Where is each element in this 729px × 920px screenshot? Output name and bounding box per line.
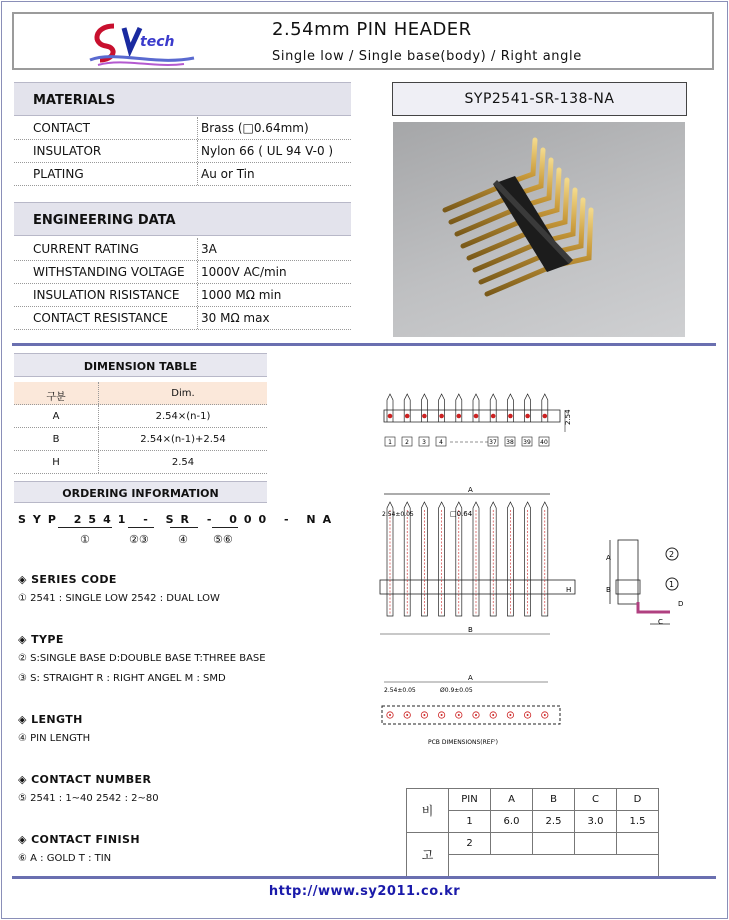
note-col-header: A: [491, 789, 533, 811]
pin-dot: [457, 414, 462, 419]
spec-label: INSULATION RISISTANCE: [33, 288, 180, 302]
spec-value: 30 MΩ max: [197, 307, 351, 329]
spec-value: 3A: [197, 238, 351, 260]
dim-label: A: [606, 554, 611, 562]
spec-row: [14, 261, 351, 284]
dim-name: H: [52, 457, 60, 468]
note-col-header: PIN: [449, 789, 491, 811]
option-line: ③ S: STRAIGHT R : RIGHT ANGEL M : SMD: [18, 673, 226, 684]
code-underline: [170, 527, 198, 528]
dim-label: 2.54±0.05: [382, 511, 414, 518]
dim-value: 2.54×(n-1)+2.54: [98, 428, 267, 450]
note-cell: 1.5: [617, 811, 659, 833]
dim-label: B: [606, 586, 611, 594]
dim-label: A: [468, 486, 473, 494]
option-heading: ◈ CONTACT FINISH: [18, 833, 140, 846]
code-underline: [212, 527, 238, 528]
pin-number: 40: [540, 439, 548, 446]
note-side-label: 비: [407, 789, 449, 833]
spec-row: [14, 284, 351, 307]
note-cell: 2: [449, 833, 491, 855]
option-heading: ◈ SERIES CODE: [18, 573, 117, 586]
pin-dot: [543, 414, 548, 419]
spec-value: 1000V AC/min: [197, 261, 351, 283]
dim-name: B: [52, 434, 60, 445]
spec-row: [14, 163, 351, 186]
dimension-row: [14, 451, 267, 474]
option-line: ⑤ 2541 : 1~40 2542 : 2~80: [18, 793, 159, 804]
spec-value: Nylon 66 ( UL 94 V-0 ): [197, 140, 351, 162]
dim-value: 2.54: [98, 451, 267, 473]
spec-label: WITHSTANDING VOLTAGE: [33, 265, 185, 279]
header: [12, 12, 714, 70]
pin-dot: [422, 414, 427, 419]
dim-label: 2.54±0.05: [384, 687, 416, 694]
pcb-hole-center: [423, 714, 425, 716]
front-view: [380, 494, 575, 594]
option-heading: ◈ LENGTH: [18, 713, 83, 726]
footer-url[interactable]: http://www.sy2011.co.kr: [268, 884, 461, 899]
spec-row: [14, 307, 351, 330]
pcb-holes: [387, 712, 548, 718]
spec-row: [14, 238, 351, 261]
ordering-code: SYP 2541 - SR - 000 - NA: [18, 513, 339, 526]
pin-dot: [508, 414, 513, 419]
dimension-note-table: [406, 788, 659, 877]
note-cell: [449, 855, 659, 877]
pin-number: 37: [489, 439, 497, 446]
code-marker: ②③: [129, 533, 149, 546]
dim-value: 2.54×(n-1): [98, 405, 267, 427]
page-title: 2.54mm PIN HEADER: [272, 19, 472, 40]
pcb-hole-center: [492, 714, 494, 716]
pcb-hole-center: [406, 714, 408, 716]
pcb-hole-center: [441, 714, 443, 716]
pcb-hole-center: [389, 714, 391, 716]
note-side-label: 고: [407, 833, 449, 877]
pin-number: 1: [388, 439, 392, 446]
pin-header-illustration: [393, 122, 685, 337]
code-underline: [58, 527, 112, 528]
note-col-header: D: [617, 789, 659, 811]
spec-label: CURRENT RATING: [33, 242, 139, 256]
dim-name: A: [52, 411, 60, 422]
pcb-caption: PCB DIMENSIONS(REF'): [428, 739, 499, 746]
dim-label: A: [468, 674, 473, 682]
note-cell: [533, 833, 575, 855]
callout-label: 2: [669, 550, 675, 559]
note-cell: 1: [449, 811, 491, 833]
footer-divider: [12, 876, 716, 879]
dim-label: C: [658, 618, 663, 626]
spec-value: Au or Tin: [197, 163, 351, 185]
note-cell: [491, 833, 533, 855]
option-heading: ◈ CONTACT NUMBER: [18, 773, 152, 786]
spec-label: PLATING: [33, 167, 84, 181]
code-marker: ④: [178, 533, 188, 546]
side-view: [610, 540, 670, 624]
spec-label: INSULATOR: [33, 144, 102, 158]
note-col-header: C: [575, 789, 617, 811]
page-subtitle: Single low / Single base(body) / Right angle: [272, 49, 582, 64]
section-divider: [12, 343, 716, 346]
materials-heading: MATERIALS: [14, 82, 351, 116]
dimension-row: [14, 428, 267, 451]
pin-dot: [525, 414, 530, 419]
engineering-heading: ENGINEERING DATA: [14, 202, 351, 236]
spec-label: CONTACT: [33, 121, 90, 135]
note-col-header: B: [533, 789, 575, 811]
dim-label: 2.54: [564, 409, 572, 425]
pin-dot: [474, 414, 479, 419]
code-marker: ①: [80, 533, 90, 546]
code-marker: ⑤⑥: [213, 533, 233, 546]
spec-row: [14, 140, 351, 163]
option-line: ④ PIN LENGTH: [18, 733, 91, 744]
product-photo: [393, 122, 685, 337]
pin-number: 4: [439, 439, 443, 446]
pcb-hole-center: [544, 714, 546, 716]
note-cell: 2.5: [533, 811, 575, 833]
pin-number: 38: [506, 439, 514, 446]
dim-col-header: 구분: [46, 392, 66, 403]
pcb-hole-center: [527, 714, 529, 716]
dim-col-header: Dim.: [98, 382, 267, 404]
note-cell: [617, 833, 659, 855]
pcb-hole-center: [475, 714, 477, 716]
dim-label: □0.64: [450, 510, 473, 518]
note-cell: 6.0: [491, 811, 533, 833]
spec-value: 1000 MΩ min: [197, 284, 351, 306]
pin-number: 3: [422, 439, 426, 446]
dimension-header-row: [14, 382, 267, 405]
dimension-row: [14, 405, 267, 428]
spec-row: [14, 117, 351, 140]
part-number: SYP2541-SR-138-NA: [392, 82, 687, 116]
dim-label: Ø0.9±0.05: [440, 687, 473, 694]
pcb-outline: [382, 706, 560, 724]
option-line: ② S:SINGLE BASE D:DOUBLE BASE T:THREE BASE: [18, 653, 266, 664]
logo-wordmark: tech: [140, 34, 175, 50]
ordering-heading: ORDERING INFORMATION: [14, 481, 267, 503]
code-underline: [128, 527, 154, 528]
callout-label: 1: [669, 580, 675, 589]
pin-dot: [439, 414, 444, 419]
pin-number-row: [385, 437, 549, 446]
pin-dot: [491, 414, 496, 419]
technical-drawing: [370, 380, 710, 755]
option-line: ⑥ A : GOLD T : TIN: [18, 853, 112, 864]
pin-dot: [388, 414, 393, 419]
front-view-pins: [387, 502, 548, 616]
pin-dot: [405, 414, 410, 419]
pcb-hole-center: [458, 714, 460, 716]
spec-label: CONTACT RESISTANCE: [33, 311, 168, 325]
option-heading: ◈ TYPE: [18, 633, 64, 646]
note-cell: [575, 833, 617, 855]
dimension-table-heading: DIMENSION TABLE: [14, 353, 267, 377]
dim-label: H: [566, 586, 572, 594]
pin-number: 39: [523, 439, 531, 446]
spec-value: Brass (□0.64mm): [197, 117, 351, 139]
pin-number: 2: [405, 439, 409, 446]
top-view-pins: [387, 394, 548, 422]
pcb-hole-center: [509, 714, 511, 716]
option-line: ① 2541 : SINGLE LOW 2542 : DUAL LOW: [18, 593, 220, 604]
dim-label: B: [468, 626, 473, 634]
note-cell: 3.0: [575, 811, 617, 833]
dim-label: D: [678, 600, 684, 608]
